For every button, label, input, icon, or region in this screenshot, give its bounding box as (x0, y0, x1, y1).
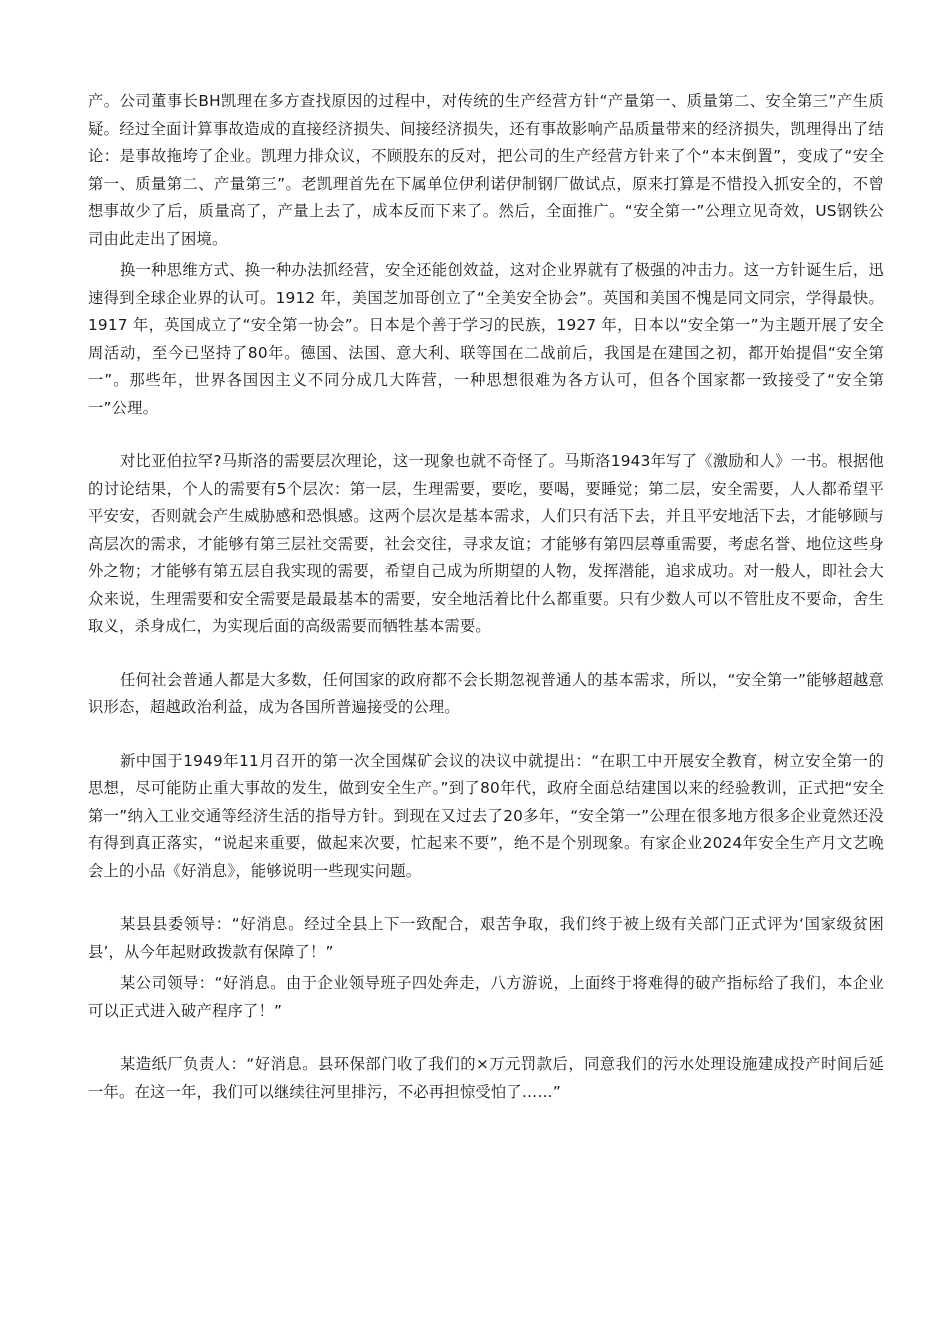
paragraph-company-leader-quote: 某公司领导：“好消息。由于企业领导班子四处奔走，八方游说，上面终于将难得的破产指标给了我们，本企业可以正式进入破产程序了！” (88, 974, 884, 1020)
paragraph-china-history: 新中国于1949年11月召开的第一次全国煤矿会议的决议中就提出：“在职工中开展安全教育，树立安全第一的思想，尽可能防止重大事故的发生，做到安全生产。”到了80年代，政府全面总结建国以来的经验教训，正式把“安全第一”纳入工业交通等经济生活的指导方针。到现在又过去了20多年，“安全第一”公理在很多地方很多企业竟然还没有得到真正落实，“说起来重要，做起来次要，忙起来不要”，绝不是个别现象。有家企业2024年安全生产月文艺晚会上的小品《好消息》，能够说明一些现实问题。 (88, 751, 884, 880)
paragraph-global-adoption: 换一种思维方式、换一种办法抓经营，安全还能创效益，这对企业界就有了极强的冲击力。这一方针诞生后，迅速得到全球企业界的认可。1912 年，美国芝加哥创立了“全美安全协会”。英国和美国不愧是同文同宗，学得最快。1917 年，英国成立了“安全第一协会”。日本是个善于学习的民族，1927 年，日本以“安全第一”为主题开展了安全周活动，至今已坚持了80年。德国、法国、意大利、联等国在二战前后，我国是在建国之初，都开始提倡“安全第一”。那些年，世界各国因主义不同分成几大阵营，一种思想很难为各方认可，但各个国家都一致接受了“安全第一”公理。 (88, 261, 884, 417)
document-page (88, 88, 884, 1106)
paragraph-paper-mill-quote: 某造纸厂负责人：“好消息。县环保部门收了我们的×万元罚款后，同意我们的污水处理设施建成投产时间后延一年。在这一年，我们可以继续往河里排污，不必再担惊受怕了……” (88, 1055, 884, 1101)
paragraph-maslow-theory: 对比亚伯拉罕?马斯洛的需要层次理论，这一现象也就不奇怪了。马斯洛1943年写了《激励和人》一书。根据他的讨论结果，个人的需要有5个层次：第一层，生理需要，要吃，要喝，要睡觉；第二层，安全需要，人人都希望平平安安，否则就会产生威胁感和恐惧感。这两个层次是基本需求，人们只有活下去，并且平安地活下去，才能够顾与高层次的需求，才能够有第三层社交需要，社会交往，寻求友谊；才能够有第四层尊重需要，考虑名誉、地位这些身外之物；才能够有第五层自我实现的需要，希望自己成为所期望的人物，发挥潜能，追求成功。对一般人，即社会大众来说，生理需要和安全需要是最最基本的需要，安全地活着比什么都重要。只有少数人可以不管肚皮不要命，舍生取义，杀身成仁，为实现后面的高级需要而牺牲基本需要。 (88, 452, 884, 635)
paragraph-us-steel-history: 产。公司董事长BH凯理在多方查找原因的过程中，对传统的生产经营方针“产量第一、质量第二、安全第三”产生质疑。经过全面计算事故造成的直接经济损失、间接经济损失，还有事故影响产品质量带来的经济损失，凯理得出了结论：是事故拖垮了企业。凯理力排众议，不顾股东的反对，把公司的生产经营方针来了个“本末倒置”，变成了“安全第一、质量第二、产量第三”。老凯理首先在下属单位伊利诺伊制钢厂做试点，原来打算是不惜投入抓安全的，不曾想事故少了后，质量高了，产量上去了，成本反而下来了。然后，全面推广。“安全第一”公理立见奇效，US钢铁公司由此走出了困境。 (88, 92, 884, 248)
paragraph-universal-axiom: 任何社会普通人都是大多数，任何国家的政府都不会长期忽视普通人的基本需求，所以，“安全第一”能够超越意识形态，超越政治利益，成为各国所普遍接受的公理。 (88, 670, 884, 716)
paragraph-county-leader-quote: 某县县委领导：“好消息。经过全县上下一致配合，艰苦争取，我们终于被上级有关部门正式评为‘国家级贫困县’，从今年起财政拨款有保障了！” (88, 915, 884, 961)
